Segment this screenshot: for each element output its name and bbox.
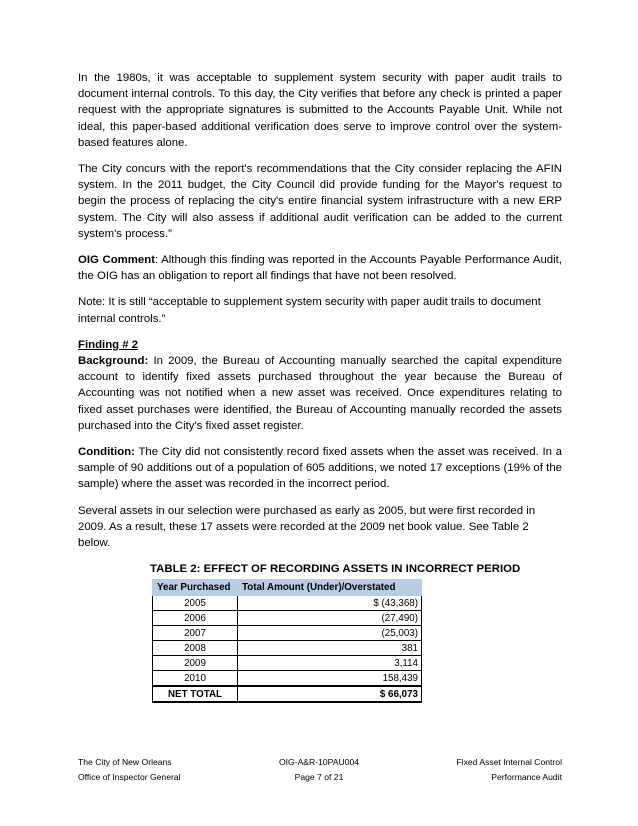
paragraph-oig-comment	[78, 252, 562, 284]
row-year: 2007	[153, 626, 238, 641]
table-row	[153, 671, 422, 687]
row-amount: (25,003)	[238, 626, 422, 641]
table-title: TABLE 2: EFFECT OF RECORDING ASSETS IN INCORRECT PERIOD	[150, 563, 521, 575]
row-amount: $ (43,368)	[238, 596, 422, 611]
table-header-row	[153, 580, 422, 596]
assets-table	[152, 579, 422, 703]
row-amount: 158,439	[238, 671, 422, 687]
header-total-amount: Total Amount (Under)/Overstated	[238, 580, 422, 596]
row-year: 2006	[153, 611, 238, 626]
footer-page-number: Page 7 of 21	[294, 772, 344, 782]
oig-comment-label: OIG Comment	[78, 254, 156, 267]
paragraph-finding-2	[78, 337, 562, 434]
row-amount: (27,490)	[238, 611, 422, 626]
footer-report-id: OIG-A&R-10PAU004	[278, 757, 360, 767]
condition-text: The City did not consistently record fixed assets when the asset was received. In a sample of 90 additions out of a population of 605 additions, we noted 17 exceptions (19% of the sample) where the asset was recorded in the incorrect period.	[78, 446, 562, 491]
row-amount: 381	[238, 641, 422, 656]
background-label: Background:	[78, 355, 149, 368]
header-year-purchased: Year Purchased	[153, 580, 238, 596]
table-row	[153, 596, 422, 611]
paragraph-1980s: In the 1980s, it was acceptable to supplement system security with paper audit trails to document internal controls. To this day, the City verifies that before any check is printed a paper request with the appropriate signatures is submitted to the Accounts Payable Unit. While not ideal, this paper-based additional verification does serve to improve control over the system-based features alone.	[78, 72, 562, 149]
total-amount: $ 66,073	[238, 686, 422, 702]
row-year: 2009	[153, 656, 238, 671]
footer-left	[78, 755, 181, 785]
oig-comment-text: : Although this finding was reported in the Accounts Payable Performance Audit, the OIG has an obligation to report all findings that have not been resolved.	[78, 254, 562, 283]
background-text: In 2009, the Bureau of Accounting manually searched the capital expenditure account to identify fixed assets purchased throughout the year because the Bureau of Accounting was not notified when a new asset was received. Once expenditures relating to fixed asset purchases were identified, the Bureau of Accounting manually recorded the assets purchased into the City's fixed asset register.	[78, 355, 562, 432]
footer-report-type: Performance Audit	[491, 772, 562, 782]
table-row	[153, 656, 422, 671]
table-row	[153, 641, 422, 656]
row-year: 2008	[153, 641, 238, 656]
row-amount: 3,114	[238, 656, 422, 671]
condition-label: Condition:	[78, 446, 135, 459]
footer-office: Office of Inspector General	[78, 772, 181, 782]
finding-title: Finding # 2	[78, 338, 139, 351]
footer-report-title: Fixed Asset Internal Control	[456, 757, 562, 767]
table-row	[153, 611, 422, 626]
paragraph-city-concurs: The City concurs with the report's recommendations that the City consider replacing the AFIN system. In the 2011 budget, the City Council did provide funding for the Mayor's request to begin the process of replacing the city's entire financial system infrastructure with a new ERP system. The City will also assess if additional audit verification can be added to the current system's process.”	[78, 163, 562, 240]
table-row	[153, 626, 422, 641]
paragraph-condition	[78, 444, 562, 493]
footer-city: The City of New Orleans	[78, 757, 172, 767]
footer-middle	[244, 755, 394, 785]
footer-right	[456, 755, 562, 785]
row-year: 2005	[153, 596, 238, 611]
row-year: 2010	[153, 671, 238, 687]
body-text	[78, 70, 562, 561]
total-label: NET TOTAL	[153, 686, 238, 702]
table-total-row	[153, 686, 422, 702]
paragraph-note: Note: It is still “acceptable to supplement system security with paper audit trails to document internal controls.”	[78, 296, 541, 325]
paragraph-several-assets: Several assets in our selection were purchased as early as 2005, but were first recorded in 2009. As a result, these 17 assets were recorded at the 2009 net book value. See Table 2 below.	[78, 504, 536, 550]
